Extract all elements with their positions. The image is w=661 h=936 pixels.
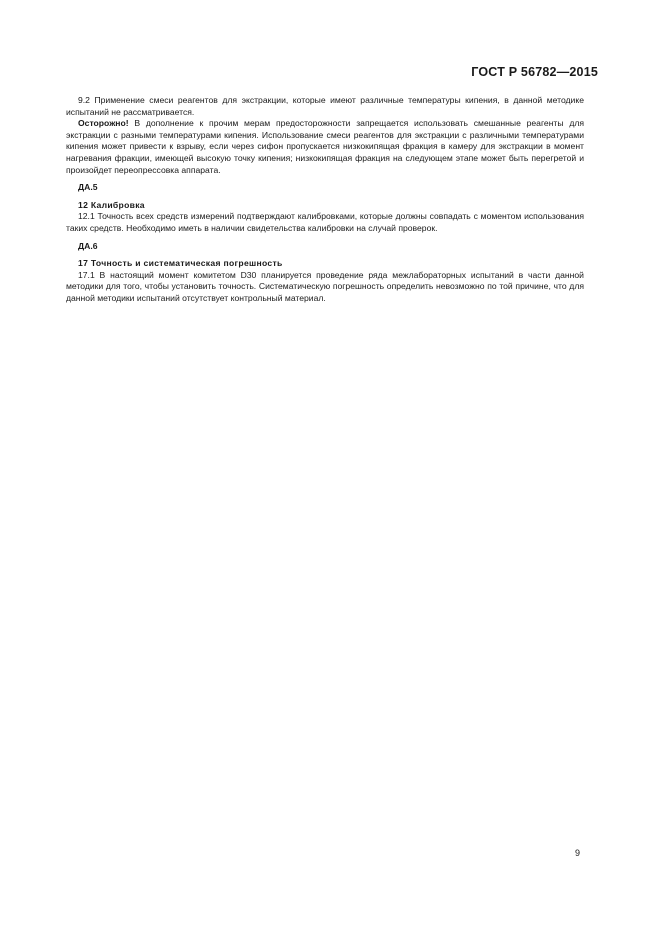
paragraph-9-2: 9.2 Применение смеси реагентов для экстракции, которые имеют различные температуры кипения, в данной методике испытаний не рассматривается. bbox=[66, 95, 584, 117]
paragraph-12-1: 12.1 Точность всех средств измерений подтверждают калибровками, которые должны совпадать с моментом использования таких средств. Необходимо иметь в наличии свидетельства калибровки на случай проверок. bbox=[66, 211, 584, 233]
annex-label-da6: ДА.6 bbox=[78, 240, 98, 251]
document-header: ГОСТ Р 56782—2015 bbox=[471, 65, 598, 79]
warning-text: В дополнение к прочим мерам предосторожности запрещается использовать смешанные реагенты для экстракции с разными температурами кипения. Использование смеси реагентов для экстракции с различными температурами кипения может привести к взрыву, если через сифон пропускается низкокипящая фракция в камеру для экстракции в момент нагревания фракции, имеющей высокую точку кипения; низкокипящая фракция на следующем этапе может быть перегретой и произойдет переопрессовка аппарата. bbox=[66, 118, 584, 175]
annex-label-da5: ДА.5 bbox=[78, 182, 98, 193]
document-body bbox=[66, 95, 584, 305]
paragraph-warning bbox=[66, 118, 584, 176]
section-heading-calibration: 12 Калибровка bbox=[78, 199, 145, 210]
paragraph-17-1: 17.1 В настоящий момент комитетом D30 планируется проведение ряда межлабораторных испытаний в части данной методики для того, чтобы установить точность. Систематическую погрешность определить невозможно по той причине, что для данной методики испытаний отсутствует контрольный материал. bbox=[66, 269, 584, 303]
warning-label: Осторожно! bbox=[78, 118, 129, 129]
section-heading-precision: 17 Точность и систематическая погрешность bbox=[78, 258, 283, 269]
page-number: 9 bbox=[575, 848, 581, 858]
